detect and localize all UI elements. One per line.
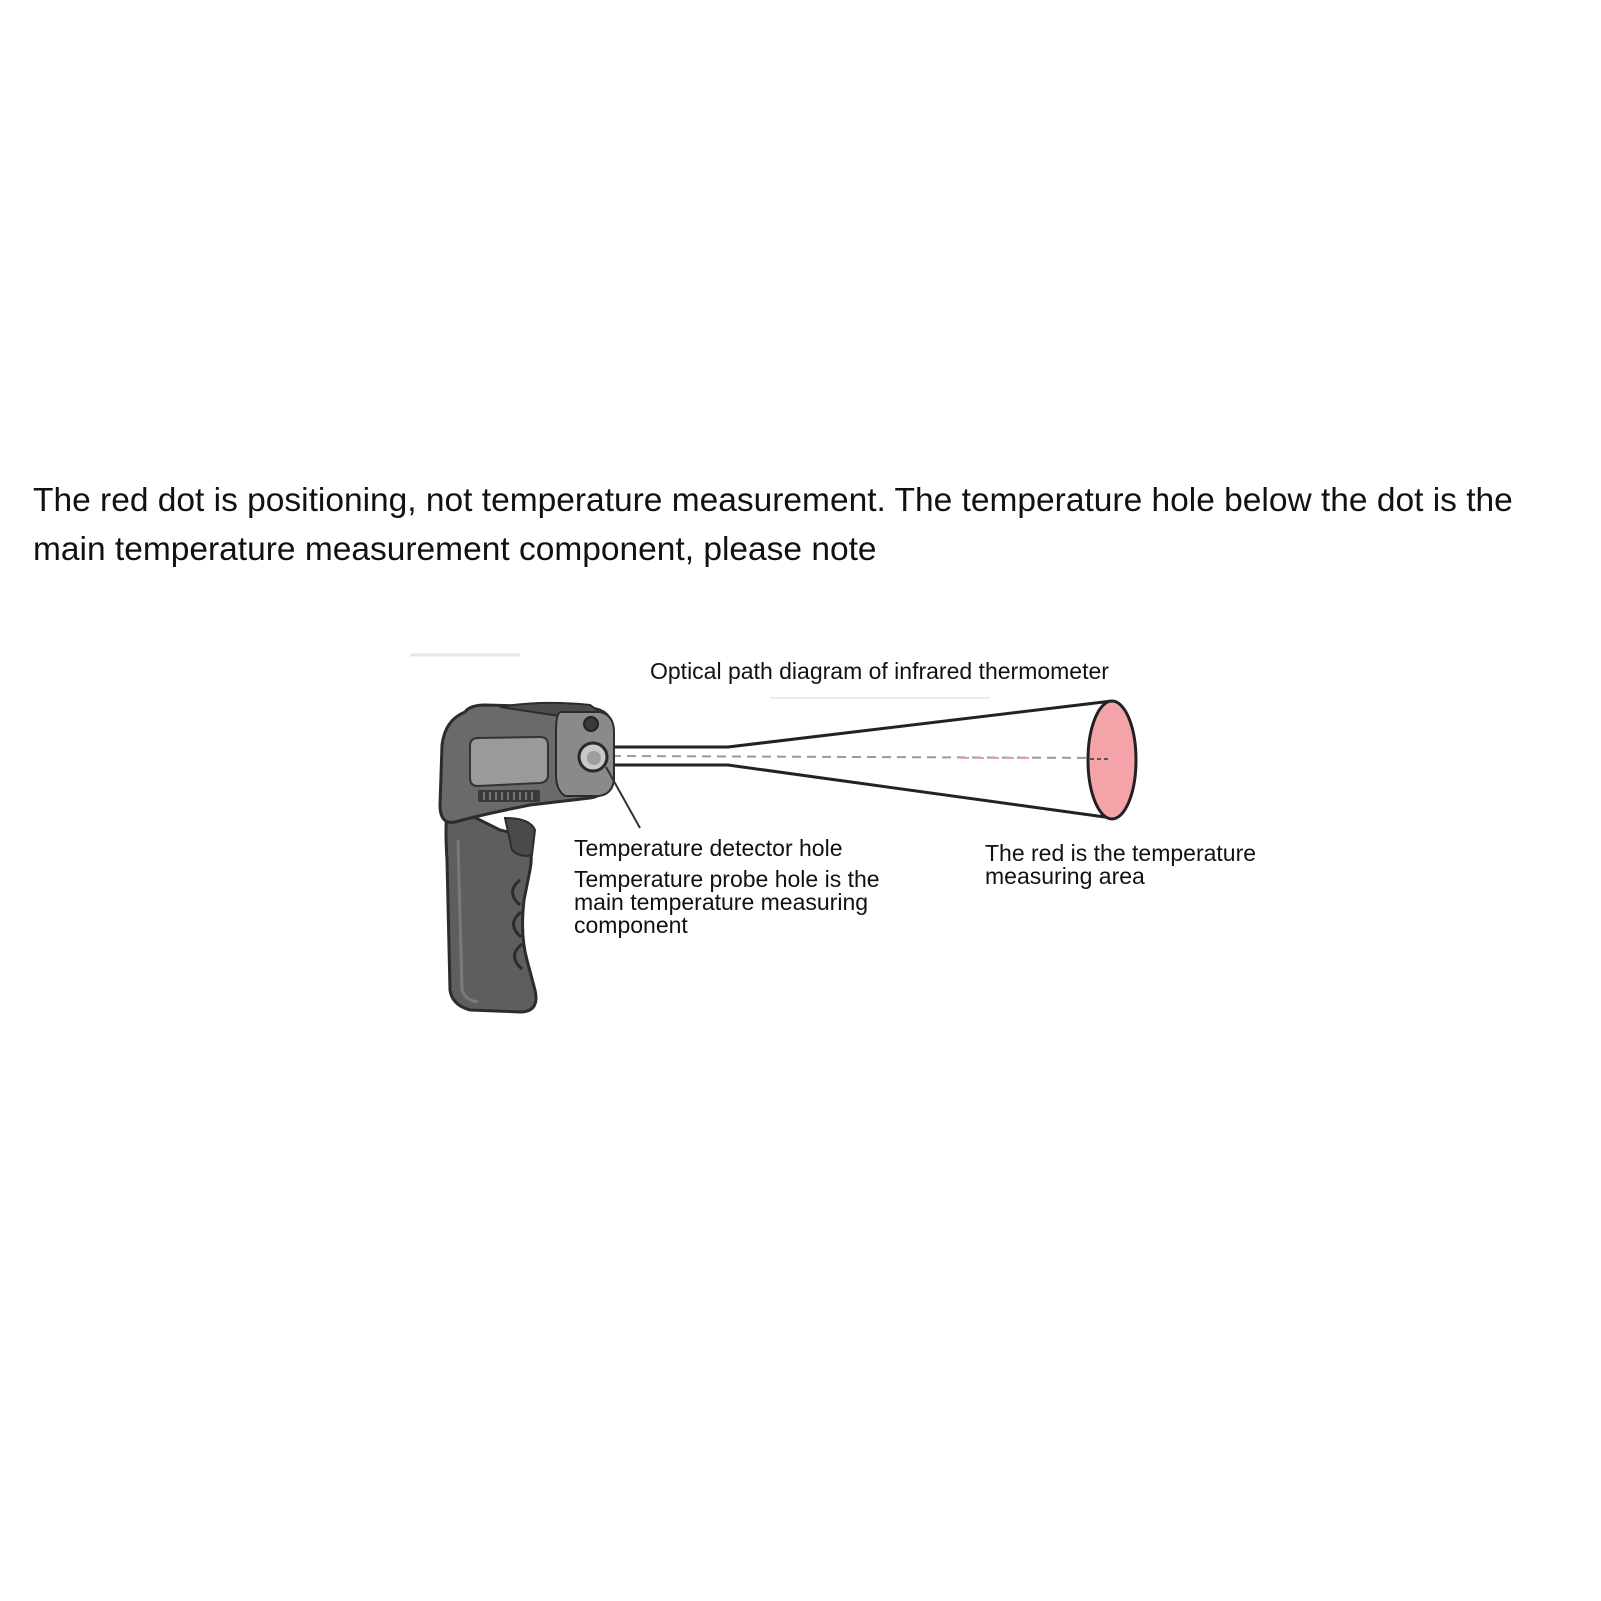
area-label-line-1: The red is the temperature [985,840,1257,866]
detector-leader-line [606,767,640,828]
laser-dashed-line [612,756,1110,758]
display-screen [470,737,548,786]
probe-hole-label [574,868,880,937]
probe-label-line-2: main temperature measuring [574,889,869,915]
button-strip [478,790,540,802]
probe-label-line-1: Temperature probe hole is the [574,866,880,892]
notice-line-1: The red dot is positioning, not temperature measurement. The temperature hole below the dot is the [33,482,1513,519]
probe-label-line-3: component [574,912,688,938]
beam-cone [612,701,1112,818]
measuring-area [1088,701,1136,819]
detector-lens [587,751,601,765]
detector-hole-label: Temperature detector hole [574,835,843,861]
diagram-title: Optical path diagram of infrared thermometer [650,658,1109,684]
notice-line-2: main temperature measurement component, please note [33,531,877,568]
area-label-line-2: measuring area [985,863,1145,889]
laser-pointer-hole [584,717,598,731]
measuring-area-label [985,842,1256,888]
